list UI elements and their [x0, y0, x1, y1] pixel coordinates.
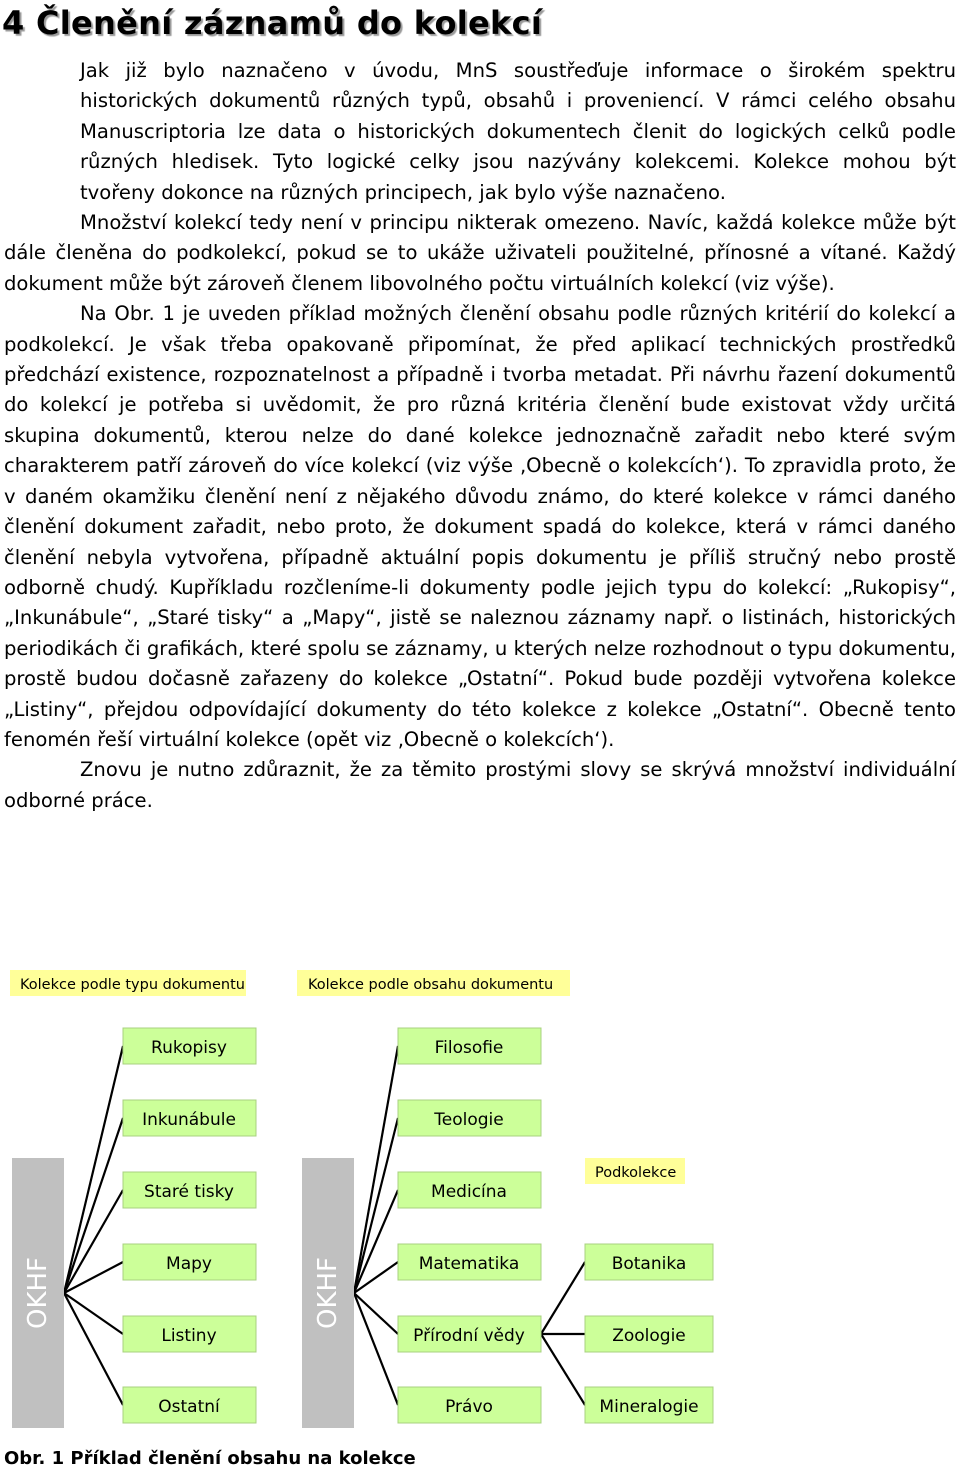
- type-collection-list: [123, 1028, 256, 1423]
- type-connector-line: [64, 1293, 123, 1334]
- content-connector-line: [354, 1293, 398, 1405]
- paragraph-2: Množství kolekcí tedy není v principu nikterak omezeno. Navíc, každá kolekce může být dále členěna do podkolekcí, pokud se to ukáže uživateli použitelné, přínosné a vítané. Každý dokument může být zároveň členem libovolného počtu virtuálních kolekcí (viz výše).: [4, 211, 956, 295]
- paragraph-3: Na Obr. 1 je uveden příklad možných členění obsahu podle různých kritérií do kolekcí a podkolekcí. Je však třeba opakovaně připomínat, že před aplikací technických prostředků předchází existence, rozpoznatelnost a případně i tvorba metadat. Při návrhu řazení dokumentů do kolekcí je potřeba si uvědomit, že pro různá kritéria členění bude existovat vždy určitá skupina dokumentů, kterou nelze do dané kolekce jednoznačně zařadit nebo které svým charakterem patří zároveň do více kolekcí (viz výše ‚Obecně o kolekcích‘). To zpravidla proto, že v daném okamžiku členění není z nějakého důvodu známo, do které kolekce v rámci daného členění dokument zařadit, nebo proto, že dokument spadá do kolekce, která v rámci daného členění nebyla vytvořena, případně aktuální popis dokumentu je příliš stručný nebo prostě odborně chudý. Kupříkladu rozčleníme-li dokumenty podle jejich typu do kolekcí: „Rukopisy“, „Inkunábule“, „Staré tisky“ a „Mapy“, jistě se naleznou záznamy např. o listinách, historických periodikách či grafikách, které spolu se záznamy, u kterých nelze rozhodnout o typu dokumentu, prostě budou dočasně zařazeny do kolekce „Ostatní“. Pokud bude později vytvořena kolekce „Listiny“, přejdou odpovídající dokumenty do této kolekce z kolekce „Ostatní“. Obecně tento fenomén řeší virtuální kolekce (opět viz ‚Obecně o kolekcích‘).: [4, 302, 956, 751]
- root-label-content: OKHF: [313, 1256, 343, 1330]
- content-collection-label: Teologie: [434, 1110, 504, 1130]
- type-collection-label: Inkunábule: [142, 1110, 236, 1130]
- content-collection-label: Medicína: [431, 1182, 507, 1202]
- paragraph-4: Znovu je nutno zdůraznit, že za těmito prostými slovy se skrývá množství individuální odborné práce.: [4, 758, 956, 812]
- subcollection-connector-line: [541, 1334, 585, 1405]
- type-collection-label: Mapy: [166, 1254, 212, 1274]
- content-collection-label: Matematika: [418, 1254, 520, 1274]
- subcollection-item-label: Zoologie: [612, 1326, 686, 1346]
- subcollection-item-label: Botanika: [611, 1254, 687, 1274]
- type-collection-label: Ostatní: [158, 1397, 220, 1417]
- content-header-label: Kolekce podle obsahu dokumentu: [308, 977, 554, 993]
- paragraph-1: Jak již bylo naznačeno v úvodu, MnS soustřeďuje informace o širokém spektru historických dokumentů různých typů, obsahů i proveniencí. V rámci celého obsahu Manuscriptoria lze data o historických dokumentech členit do logických celků podle různých hledisek. Tyto logické celky jsou nazývány kolekcemi. Kolekce mohou být tvořeny dokonce na různých principech, jak bylo výše naznačeno.: [80, 59, 956, 204]
- type-collection-label: Rukopisy: [151, 1038, 227, 1058]
- collections-diagram: [0, 958, 960, 1428]
- type-connector-line: [64, 1293, 123, 1405]
- content-collection-label: Filosofie: [434, 1038, 504, 1058]
- subcollection-list: [585, 1244, 713, 1423]
- content-collection-label: Přírodní vědy: [413, 1326, 525, 1346]
- type-connector-line: [64, 1046, 123, 1293]
- body-text: [4, 56, 956, 816]
- type-collection-label: Staré tisky: [144, 1182, 234, 1202]
- subcollection-label: Podkolekce: [595, 1165, 677, 1181]
- content-collection-list: [398, 1028, 541, 1423]
- section-heading: 4 Členění záznamů do kolekcí: [2, 4, 543, 42]
- content-connector-line: [354, 1046, 398, 1293]
- content-collection-label: Právo: [445, 1397, 493, 1417]
- subcollection-item-label: Mineralogie: [599, 1397, 699, 1417]
- type-collection-label: Listiny: [161, 1326, 217, 1346]
- root-label-type: OKHF: [23, 1256, 53, 1330]
- figure-caption: Obr. 1 Příklad členění obsahu na kolekce: [4, 1448, 416, 1469]
- subcollection-connector-line: [541, 1262, 585, 1334]
- content-connector-line: [354, 1293, 398, 1334]
- type-header-label: Kolekce podle typu dokumentu: [20, 977, 245, 993]
